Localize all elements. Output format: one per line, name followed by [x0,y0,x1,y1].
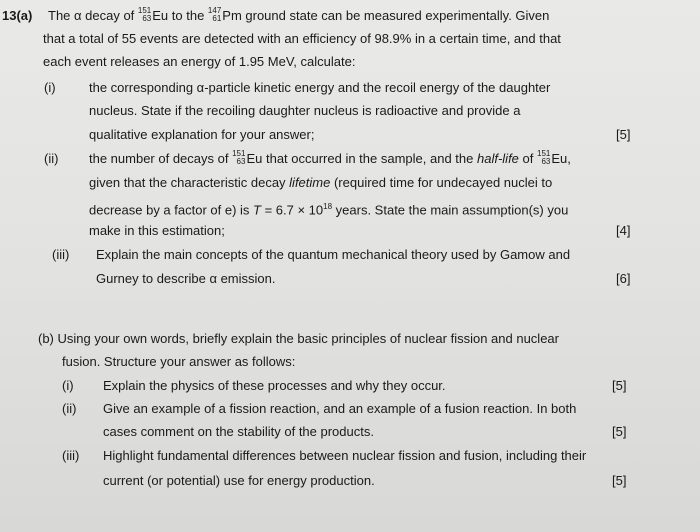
part-b-intro-1: (b) Using your own words, briefly explain the basic principles of nuclear fission and nuclear [38,331,559,346]
part-a-i-marks: [5] [616,127,631,142]
part-b-intro-2: fusion. Structure your answer as follows: [62,354,296,369]
part-b-i-label: (i) [62,378,74,393]
part-b-i-marks: [5] [612,378,627,393]
part-b-i-line-1: Explain the physics of these processes and why they occur. [103,378,446,393]
part-a-i-label: (i) [44,80,56,95]
part-a-i-line-3: qualitative explanation for your answer; [89,127,315,142]
question-number: 13(a) [2,8,33,23]
part-a-iii-line-2: Gurney to describe α emission. [96,271,276,286]
part-b-iii-marks: [5] [612,473,627,488]
part-a-iii-label: (iii) [52,247,70,262]
part-b-ii-line-1: Give an example of a fission reaction, and an example of a fusion reaction. In both [103,401,577,416]
part-b-ii-line-2: cases comment on the stability of the products. [103,424,374,439]
part-a-i-line-2: nucleus. State if the recoiling daughter nucleus is radioactive and provide a [89,103,521,118]
intro-line-3: each event releases an energy of 1.95 MeV, calculate: [43,54,356,69]
part-a-ii-line-4: make in this estimation; [89,223,225,238]
part-a-ii-line-1: the number of decays of 151 63 Eu that occurred in the sample, and the half-life of 151 63 Eu, [89,148,571,166]
part-a-ii-line-3: decrease by a factor of e) is $T = 6.7 \times 10^{18}$ years. State the main assumption(s) you [89,202,569,218]
part-a-ii-label: (ii) [44,151,59,166]
part-b-iii-line-2: current (or potential) use for energy production. [103,473,375,488]
part-a-ii-line-2: given that the characteristic decay lifetime (required time for undecayed nuclei to [89,175,553,190]
part-a-i-line-1: the corresponding α-particle kinetic energy and the recoil energy of the daughter [89,80,551,95]
isotope-symbol: 151 63 Eu [232,148,263,166]
intro-line-2: that a total of 55 events are detected with an efficiency of 98.9% in a certain time, and that [43,31,561,46]
part-a-iii-line-1: Explain the main concepts of the quantum mechanical theory used by Gamow and [96,247,571,262]
isotope-symbol: 147 61 Pm [207,5,242,23]
isotope-symbol: 151 63 Eu, [537,148,571,166]
intro-line-1: The α decay of 151 63 Eu to the 147 61 Pm ground state can be measured experimentally. Given [48,5,550,23]
part-a-ii-marks: [4] [616,223,631,238]
part-a-iii-marks: [6] [616,271,631,286]
part-b-ii-marks: [5] [612,424,627,439]
isotope-symbol: 151 63 Eu [137,5,169,23]
part-b-iii-label: (iii) [62,448,80,463]
part-b-ii-label: (ii) [62,401,77,416]
part-b-iii-line-1: Highlight fundamental differences between nuclear fission and fusion, including their [103,448,587,463]
